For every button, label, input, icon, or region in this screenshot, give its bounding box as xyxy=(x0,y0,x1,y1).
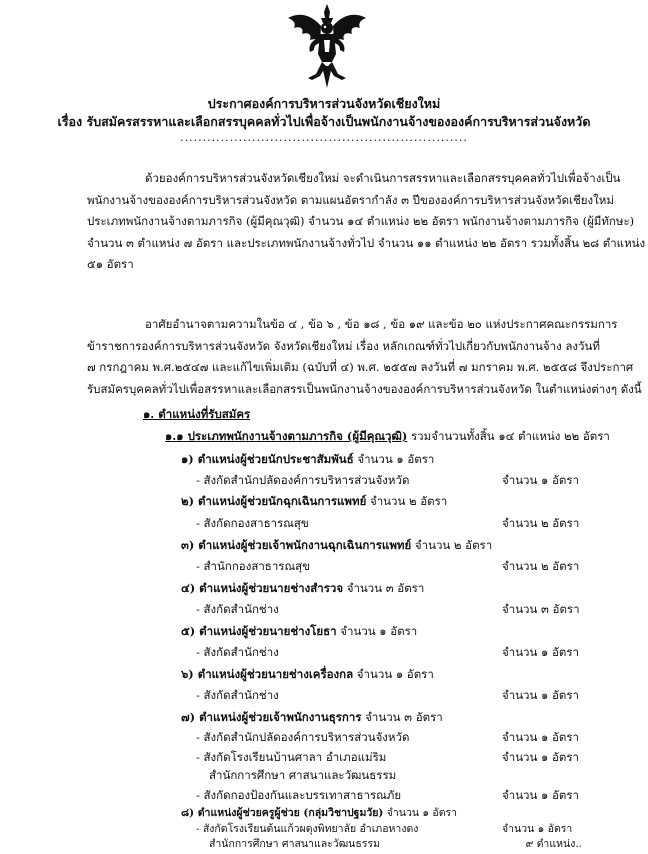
position-name: ๘) ตำแหน่งผู้ช่วยครูผู้ช่วย (กลุ่มวิชาปฐมวัย) xyxy=(181,807,384,819)
intro-paragraph xyxy=(87,168,646,276)
subsection-summary: รวมจำนวนทั้งสิ้น ๑๔ ตำแหน่ง ๒๒ อัตรา xyxy=(407,429,610,443)
unit-text: - สำนักกองสาธารณสุข xyxy=(196,559,311,573)
position-name: ๕) ตำแหน่งผู้ช่วยนายช่างโยธา xyxy=(181,624,337,638)
position-title xyxy=(181,709,443,725)
position-title xyxy=(181,580,424,596)
position-title xyxy=(181,666,434,682)
unit-text: - สังกัดสำนักปลัดองค์การบริหารส่วนจังหวัด xyxy=(196,730,410,744)
position-count: จำนวน ๑ อัตรา xyxy=(353,667,434,681)
position-count: จำนวน ๓ อัตรา xyxy=(361,710,443,724)
unit-text: - สังกัดสำนักช่าง xyxy=(196,645,279,659)
position-count: จำนวน ๒ อัตรา xyxy=(366,494,448,508)
unit-text-continuation: สำนักการศึกษา ศาสนาและวัฒนธรรม xyxy=(209,768,397,782)
unit-count: จำนวน ๑ อัตรา xyxy=(502,473,579,487)
position-title xyxy=(181,451,434,467)
unit-count: จำนวน ๒ อัตรา xyxy=(502,559,580,573)
position-count: จำนวน ๑ อัตรา xyxy=(383,807,458,819)
continued-footer: ๙ ตำแหน่ง.. xyxy=(525,838,582,850)
position-name: ๗) ตำแหน่งผู้ช่วยเจ้าพนักงานธุรการ xyxy=(181,710,362,724)
paragraph-line: รับสมัครบุคคลทั่วไปเพื่อสรรหาและเลือกสรรเป็นพนักงานจ้างขององค์การบริหารส่วนจังหวัด ในตำแหน่งต่างๆ ดังนี้ xyxy=(87,381,642,396)
unit-text: - สังกัดสำนักช่าง xyxy=(196,688,279,702)
paragraph-line: ข้าราชการองค์การบริหารส่วนจังหวัด จังหวัดเชียงใหม่ เรื่อง หลักเกณฑ์ทั่วไปเกี่ยวกับพนักงานจ้าง ลงวันที่ xyxy=(87,338,600,353)
paragraph-line: จำนวน ๓ ตำแหน่ง ๗ อัตรา และประเภทพนักงานจ้างทั่วไป จำนวน ๑๑ ตำแหน่ง ๒๒ อัตรา รวมทั้งสิ้น ๒๘ ตำแหน่ง xyxy=(87,235,646,250)
unit-text: - สังกัดกองป้องกันและบรรเทาสาธารณภัย xyxy=(196,788,402,802)
position-name: ๒) ตำแหน่งผู้ช่วยนักฉุกเฉินการแพทย์ xyxy=(181,494,367,508)
position-count: จำนวน ๑ อัตรา xyxy=(353,452,435,466)
unit-text-continuation: สำนักการศึกษา ศาสนาและวัฒนธรรม xyxy=(209,838,380,850)
position-count: จำนวน ๒ อัตรา xyxy=(411,538,493,552)
paragraph-line: ด้วยองค์การบริหารส่วนจังหวัดเชียงใหม่ จะดำเนินการสรรหาและเลือกสรรบุคคลทั่วไปเพื่อจ้างเป็น xyxy=(145,171,621,185)
unit-count: จำนวน ๑ อัตรา xyxy=(502,788,579,802)
position-title xyxy=(181,805,457,821)
position-name: ๓) ตำแหน่งผู้ช่วยเจ้าพนักงานฉุกเฉินการแพทย์ xyxy=(181,538,412,552)
paragraph-line: ๗ กรกฎาคม พ.ศ.๒๕๔๗ และแก้ไขเพิ่มเติม (ฉบับที่ ๔) พ.ศ. ๒๕๕๗ ลงวันที่ ๗ มกราคม พ.ศ. ๒๕๕๘ จึงประกาศ xyxy=(87,360,634,374)
unit-count: จำนวน ๑ อัตรา xyxy=(502,688,579,702)
position-title xyxy=(181,537,492,553)
unit-text: - สังกัดกองสาธารณสุข xyxy=(196,516,309,530)
announcement-title: ประกาศองค์การบริหารส่วนจังหวัดเชียงใหม่ xyxy=(207,96,441,111)
unit-count: จำนวน ๑ อัตรา xyxy=(502,645,579,659)
paragraph-line: อาศัยอำนาจตามความในข้อ ๔ , ข้อ ๖ , ข้อ ๑๘ , ข้อ ๑๙ และข้อ ๒๐ แห่งประกาศคณะกรรมการ xyxy=(145,317,618,331)
unit-text: - สังกัดสำนักช่าง xyxy=(196,602,279,616)
position-count: จำนวน ๓ อัตรา xyxy=(343,581,425,595)
paragraph-line: ๕๑ อัตรา xyxy=(87,257,134,271)
unit-count: จำนวน ๑ อัตรา xyxy=(502,730,579,744)
paragraph-line: ประเภทพนักงานจ้างตามภารกิจ (ผู้มีคุณวุฒิ) จำนวน ๑๔ ตำแหน่ง ๒๒ อัตรา พนักงานจ้างตามภารกิจ (ผู้มีทักษะ) xyxy=(87,214,635,228)
position-count: จำนวน ๑ อัตรา xyxy=(336,624,418,638)
paragraph-line: พนักงานจ้างขององค์การบริหารส่วนจังหวัด ตามแผนอัตรากำลัง ๓ ปีขององค์การบริหารส่วนจังหวัดเชียงใหม่ xyxy=(87,192,614,207)
unit-count: จำนวน ๑ อัตรา xyxy=(502,750,579,764)
position-title xyxy=(181,493,447,509)
garuda-emblem xyxy=(286,4,368,88)
unit-text: - สังกัดโรงเรียนบ้านศาลา อำเภอแม่ริม xyxy=(196,750,387,764)
title-divider: ................................................................ xyxy=(180,131,468,144)
unit-count: จำนวน ๑ อัตรา xyxy=(502,823,573,835)
subsection-title: ๑.๑ ประเภทพนักงานจ้างตามภารกิจ (ผู้มีคุณวุฒิ) xyxy=(165,429,408,443)
unit-count: จำนวน ๒ อัตรา xyxy=(502,516,580,530)
announcement-subject: เรื่อง รับสมัครสรรหาและเลือกสรรบุคคลทั่วไปเพื่อจ้างเป็นพนักงานจ้างขององค์การบริหารส่วนจังหวัด xyxy=(57,114,591,129)
position-title xyxy=(181,623,417,639)
unit-text: - สังกัดโรงเรียนต้นแก้วผดุงพิทยาลัย อำเภอหางดง xyxy=(196,823,419,835)
position-name: ๔) ตำแหน่งผู้ช่วยนายช่างสำรวจ xyxy=(181,581,344,595)
unit-text: - สังกัดสำนักปลัดองค์การบริหารส่วนจังหวัด xyxy=(196,473,410,487)
subsection-heading xyxy=(165,428,610,444)
section-heading: ๑. ตำแหน่งที่รับสมัคร xyxy=(143,407,251,421)
unit-count: จำนวน ๓ อัตรา xyxy=(502,602,580,616)
position-name: ๑) ตำแหน่งผู้ช่วยนักประชาสัมพันธ์ xyxy=(181,452,354,466)
position-name: ๖) ตำแหน่งผู้ช่วยนายช่างเครื่องกล xyxy=(181,667,354,681)
authority-paragraph xyxy=(87,314,642,400)
